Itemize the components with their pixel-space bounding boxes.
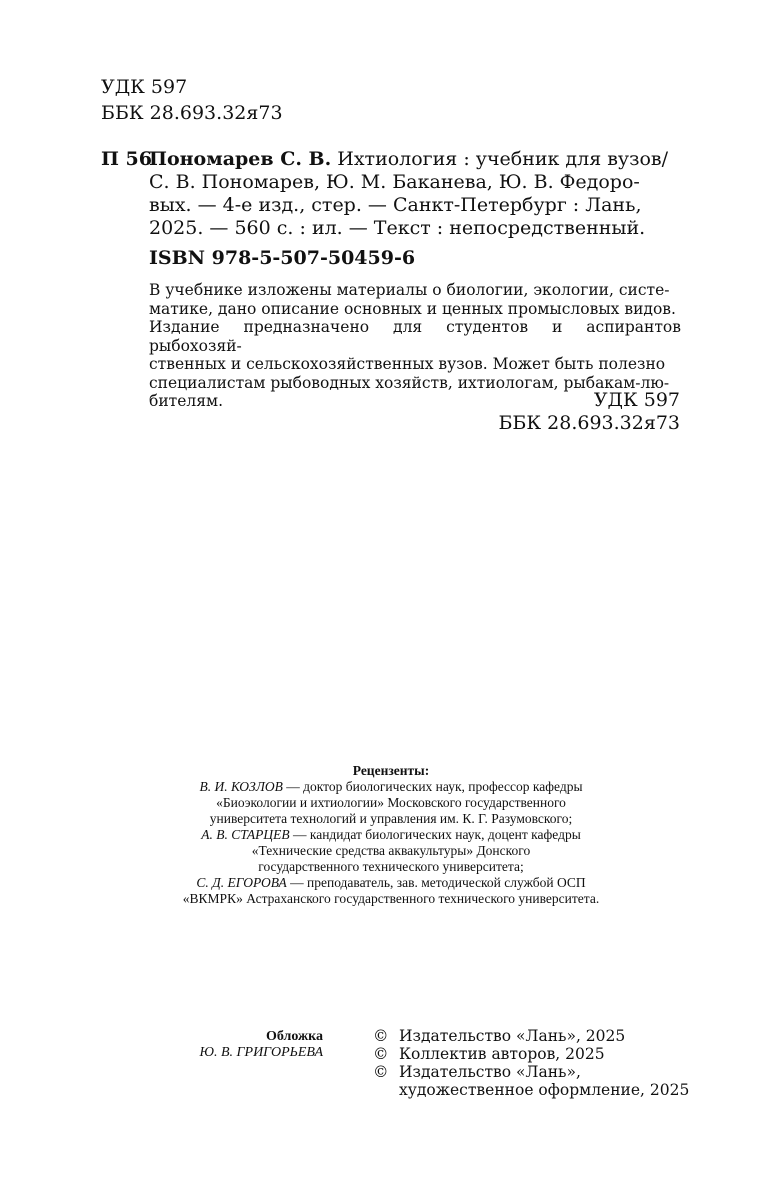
copyright-icon: © <box>373 1027 389 1045</box>
reviewers-title: Рецензенты: <box>352 763 430 778</box>
reviewer-3-line-1: С. Д. ЕГОРОВА — преподаватель, зав. методической службой ОСП <box>196 875 586 890</box>
title-info: Ихтиология : учебник для вузов/ <box>331 148 669 170</box>
copyright-row: © Издательство «Лань», 2025 <box>373 1027 626 1045</box>
reviewer-2-name: А. В. СТАРЦЕВ <box>201 827 290 842</box>
abstract-line: ственных и сельскохозяйственных вузов. Может быть полезно <box>149 355 666 373</box>
reviewer-1-line-2: «Биоэкологии и ихтиологии» Московского государственного <box>216 795 566 810</box>
udk-bbk-top <box>101 74 283 126</box>
main-author: Пономарев С. В. <box>149 148 332 170</box>
catalog-line-4: 2025. — 560 с. : ил. — Текст : непосредственный. <box>149 217 646 239</box>
reviewer-1-line-3: университета технологий и управления им. К. Г. Разумовского; <box>209 811 573 826</box>
udk-bbk-right <box>400 389 680 435</box>
bbk-code: ББК 28.693.32я73 <box>498 412 680 434</box>
udk-code: УДК 597 <box>593 389 680 411</box>
udk-code: УДК 597 <box>101 76 188 98</box>
catalog-record <box>101 148 681 240</box>
reviewer-1-line-1: В. И. КОЗЛОВ — доктор биологических наук, профессор кафедры <box>199 779 583 794</box>
catalog-line-3: вых. — 4-е изд., стер. — Санкт-Петербург : Лань, <box>149 194 642 216</box>
abstract-line: бителям. <box>149 392 224 410</box>
reviewer-2-line-1: А. В. СТАРЦЕВ — кандидат биологических наук, доцент кафедры <box>201 827 581 842</box>
reviewer-2-line-3: государственного технического университета; <box>258 859 524 874</box>
catalog-line-1 <box>149 148 681 171</box>
reviewer-3-line-2: «ВКМРК» Астраханского государственного технического университета. <box>182 891 600 906</box>
cover-artist: Ю. В. ГРИГОРЬЕВА <box>199 1045 323 1060</box>
cover-label: Обложка <box>265 1029 323 1044</box>
abstract-line: Издание предназначено для студентов и аспирантов рыбохозяй- <box>149 318 681 355</box>
copyright-icon: © <box>373 1063 389 1081</box>
abstract-line: матике, дано описание основных и ценных промысловых видов. <box>149 299 676 318</box>
reviewer-1-name: В. И. КОЗЛОВ <box>199 779 283 794</box>
abstract-line: В учебнике изложены материалы о биологии, экологии, систе- <box>149 281 670 299</box>
author-mark: П 56 <box>101 148 152 170</box>
copyright-block <box>373 1027 689 1099</box>
reviewers-block <box>101 763 681 907</box>
copyright-row: © Издательство «Лань», <box>373 1063 581 1081</box>
catalog-line-2: С. В. Пономарев, Ю. М. Баканева, Ю. В. Федоро- <box>149 171 640 193</box>
copyright-icon: © <box>373 1045 389 1063</box>
reviewer-2-line-2: «Технические средства аквакультуры» Донского <box>251 843 531 858</box>
cover-credit <box>101 1029 323 1061</box>
copyright-row: художественное оформление, 2025 <box>399 1081 690 1099</box>
bbk-code: ББК 28.693.32я73 <box>101 102 283 124</box>
isbn: ISBN 978-5-507-50459-6 <box>149 247 416 269</box>
reviewer-3-name: С. Д. ЕГОРОВА <box>196 875 287 890</box>
copyright-row: © Коллектив авторов, 2025 <box>373 1045 605 1063</box>
abstract-line: специалистам рыбоводных хозяйств, ихтиологам, рыбакам-лю- <box>149 373 670 392</box>
